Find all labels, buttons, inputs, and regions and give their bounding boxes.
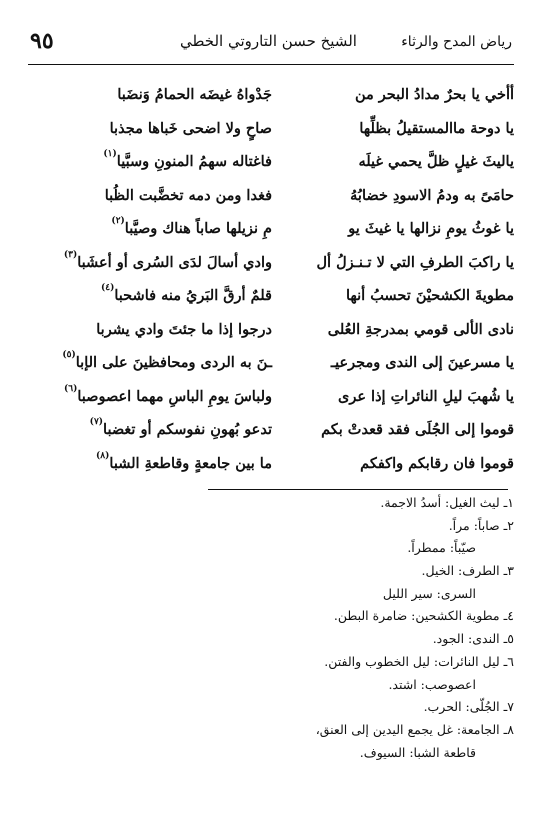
page-number: ٩٥ <box>30 28 54 54</box>
footnote-marker: (٨) <box>96 450 110 461</box>
book-title: رياض المدح والرثاء <box>401 34 512 50</box>
verse-row <box>32 114 514 144</box>
footnote-line: السرى: سير الليل <box>382 585 476 601</box>
verse-row <box>32 80 514 110</box>
author-name: الشيخ حسن التاروتي الخطي <box>180 32 357 50</box>
verse-row <box>32 382 514 412</box>
verse-second-hemistich <box>32 181 272 211</box>
verse-second-hemistich-text: فاغتاله سهمُ المنونِ وسبَّيا <box>116 153 272 170</box>
verse-second-hemistich <box>32 147 272 177</box>
verse-second-hemistich <box>32 348 272 378</box>
verse-second-hemistich <box>32 248 272 278</box>
verse-row <box>32 449 514 479</box>
verse-first-hemistich: حامَىً به ودمُ الاسودِ خضابُهُ <box>350 186 514 204</box>
footnote-line: ٤ـ مطوية الكشحين: ضامرة البطن. <box>333 608 514 624</box>
page-header <box>30 28 512 64</box>
verse-second-hemistich <box>32 281 272 311</box>
verse-first-hemistich: ياليثَ غيلٍ ظلَّ يحمي غيلَه <box>358 153 514 170</box>
verse-second-hemistich-text: ولباسَ يومِ الباسِ مهما اعصوصبا <box>77 387 272 405</box>
footnote-line: ٦ـ ليل النائرات: ليل الخطوب والفتن. <box>324 653 514 669</box>
footnote-marker: (٧) <box>89 417 104 427</box>
footnote-marker: (٦) <box>63 383 78 394</box>
verse-second-hemistich-text: تدعو بُهونِ نفوسكم أو تغضبا <box>103 421 272 438</box>
poem <box>32 80 514 485</box>
verse-first-hemistich: نادى الألى قومي بمدرجةِ العُلى <box>327 320 514 338</box>
verse-second-hemistich-text: صاحٍ ولا اضحى خَباها مجذبا <box>109 119 272 137</box>
footnote-marker: (٣) <box>63 249 78 260</box>
footnote-line: ٧ـ الجُلّى: الحرب. <box>423 699 514 715</box>
verse-row <box>32 415 514 445</box>
verse-first-hemistich: يا دوحة ماالمستقيلُ بظلِّها <box>359 119 514 137</box>
verse-row <box>32 214 514 244</box>
footnote-marker: (٤) <box>101 283 115 293</box>
footnote-line: اعصوصب: اشتد. <box>388 676 476 692</box>
verse-second-hemistich-text: مِ نزيلها صاباً هناك وصيَّبا <box>124 220 272 237</box>
verse-second-hemistich <box>32 382 272 412</box>
footnote-line: ٣ـ الطرف: الخيل. <box>421 563 514 579</box>
verse-second-hemistich-text: درجوا إذا ما جئتَ وادي يشربا <box>96 320 272 338</box>
footnote-line: صيّباً: ممطراً. <box>407 540 476 556</box>
verse-first-hemistich: أأخي يا بحرٌ مدادُ البحر من <box>354 86 514 103</box>
verse-first-hemistich: قوموا إلى الجُلَى فقد قعدتْ بكم <box>321 421 514 438</box>
footnote-line: ٢ـ صاباً: مراً. <box>448 517 514 533</box>
footnotes <box>194 492 514 764</box>
verse-second-hemistich <box>32 315 272 345</box>
footnote-line: ٥ـ الندى: الجود. <box>432 631 514 647</box>
verse-row <box>32 281 514 311</box>
verse-second-hemistich-text: جَدْواهُ غيضَه الحمامُ وَنضَبا <box>117 86 272 103</box>
footnote-marker: (٢) <box>111 216 125 226</box>
verse-second-hemistich-text: وادي أسالَ لدَى السُرى أو أعشَبا <box>77 253 272 271</box>
verse-second-hemistich <box>32 415 272 445</box>
footnote-marker: (٥) <box>62 350 76 360</box>
footnote-line: ٨ـ الجامعة: غل يجمع اليدين إلى العنق، <box>315 721 514 737</box>
footnote-line: ١ـ ليث الغيل: أسدُ الاجمة. <box>380 495 514 510</box>
footnote-divider <box>208 489 508 490</box>
verse-second-hemistich-text: ما بين جامعةٍ وقاطعةِ الشبا <box>109 454 272 472</box>
verse-second-hemistich-text: قلمٌ أرقَّ البَريُ منه فاشحبا <box>114 287 272 304</box>
verse-second-hemistich-text: فغدا ومن دمه تخضَّبت الظُبا <box>104 186 272 204</box>
verse-row <box>32 315 514 345</box>
verse-first-hemistich: يا شُهبَ ليلِ النائراتِ إذا عرى <box>337 387 514 405</box>
verse-row <box>32 181 514 211</box>
verse-row <box>32 147 514 177</box>
verse-first-hemistich: يا غوثُ يومِ نزالها يا غيثَ يو <box>348 220 514 237</box>
verse-second-hemistich <box>32 114 272 144</box>
verse-row <box>32 248 514 278</box>
verse-row <box>32 348 514 378</box>
verse-first-hemistich: قوموا فان رقابكم واكفكم <box>360 454 514 472</box>
verse-first-hemistich: يا راكبَ الطرفِ التي لا تـنـزلُ أل <box>316 253 514 271</box>
header-divider <box>28 64 514 65</box>
footnote-line: قاطعة الشبا: السيوف. <box>359 744 476 760</box>
verse-second-hemistich <box>32 449 272 479</box>
footnote-marker: (١) <box>103 149 117 159</box>
verse-first-hemistich: مطويةَ الكشحيْنَ تحسبُ أنها <box>345 287 514 304</box>
verse-second-hemistich <box>32 214 272 244</box>
verse-second-hemistich <box>32 80 272 110</box>
verse-second-hemistich-text: ـنَ به الردى ومحافظينَ على الإبا <box>75 354 272 371</box>
verse-first-hemistich: يا مسرعينَ إلى الندى ومجرعيـ <box>330 354 514 371</box>
